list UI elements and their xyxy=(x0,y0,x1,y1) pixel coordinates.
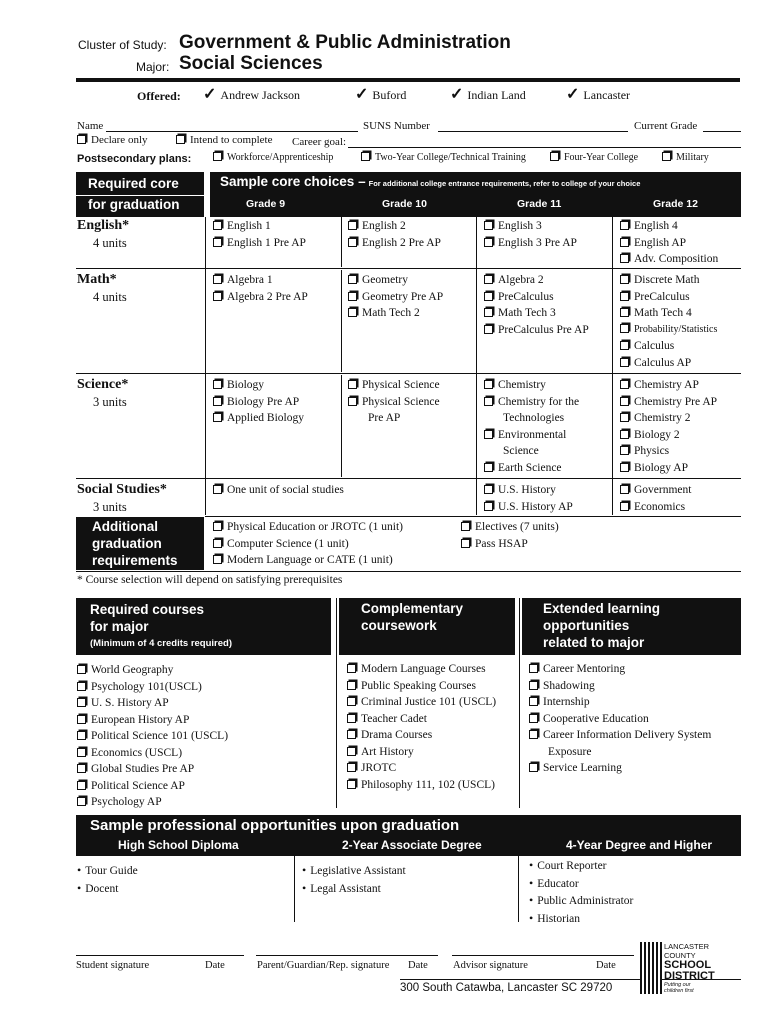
course-option[interactable]: Geometry Pre AP xyxy=(348,289,443,306)
checkbox-icon xyxy=(77,797,86,806)
checkbox-icon xyxy=(620,502,629,511)
course-option[interactable]: English 1 xyxy=(213,218,306,235)
advisor-date-label: Date xyxy=(596,960,616,971)
opportunity-option-continued: Exposure xyxy=(548,745,592,758)
course-option[interactable]: Calculus AP xyxy=(620,355,717,372)
cluster-value: Government & Public Administration xyxy=(179,32,511,53)
math-grade-12 xyxy=(620,272,717,371)
course-option[interactable]: One unit of social studies xyxy=(213,482,344,499)
subject-science: Science* xyxy=(77,377,129,392)
checkbox-icon xyxy=(347,697,356,706)
course-option[interactable]: Physical Science xyxy=(348,394,440,411)
required-core-header: Required core for graduation xyxy=(76,172,204,217)
checkbox-icon xyxy=(620,308,629,317)
professional-header xyxy=(76,815,741,856)
checkbox-icon xyxy=(77,781,86,790)
cluster-label: Cluster of Study: xyxy=(78,38,167,52)
extended-learning-list xyxy=(529,661,711,777)
footnote: * Course selection will depend on satisfying prerequisites xyxy=(77,574,343,586)
science-grade-11 xyxy=(484,377,579,476)
job-item: • Docent xyxy=(77,880,119,895)
course-option[interactable]: U.S. History AP xyxy=(484,499,573,516)
course-option[interactable]: Drama Courses xyxy=(347,727,496,744)
checkbox-icon xyxy=(461,539,470,548)
course-option[interactable]: Public Speaking Courses xyxy=(347,678,496,695)
social-studies-grade-11 xyxy=(484,482,573,515)
grade-label: Current Grade xyxy=(634,120,698,132)
course-option-continued: Pre AP xyxy=(368,412,401,424)
math-grade-9 xyxy=(213,272,308,305)
course-option[interactable]: Chemistry AP xyxy=(620,377,717,394)
required-courses-list xyxy=(77,662,228,811)
checkbox-icon xyxy=(213,292,222,301)
course-option[interactable]: Chemistry Pre AP xyxy=(620,394,717,411)
job-item: • Legal Assistant xyxy=(302,880,381,895)
header-rule xyxy=(76,78,740,82)
english-grade-10 xyxy=(348,218,441,251)
checkbox-icon xyxy=(213,397,222,406)
plan-two-year[interactable]: Two-Year College/Technical Training xyxy=(361,152,526,163)
course-option[interactable]: English AP xyxy=(620,235,718,252)
course-option[interactable]: Biology 2 xyxy=(620,427,717,444)
course-option[interactable]: Psychology AP xyxy=(77,794,228,811)
opportunity-option[interactable]: Shadowing xyxy=(529,678,711,695)
checkbox-icon xyxy=(348,308,357,317)
checkbox-icon xyxy=(529,763,538,772)
bullet-icon: • xyxy=(77,863,82,877)
checkbox-icon xyxy=(484,325,493,334)
checkbox-icon xyxy=(347,780,356,789)
course-option[interactable]: Economics (USCL) xyxy=(77,745,228,762)
checkbox-icon xyxy=(348,292,357,301)
requirement-option[interactable]: Pass HSAP xyxy=(461,536,559,553)
extended-learning-header: Extended learning opportunities related to major xyxy=(522,598,741,655)
course-option[interactable]: JROTC xyxy=(347,760,496,777)
course-option-continued: Technologies xyxy=(503,412,565,424)
checkbox-icon xyxy=(662,152,671,161)
suns-field[interactable] xyxy=(438,131,628,132)
row-divider xyxy=(205,516,741,517)
checkbox-icon xyxy=(620,463,629,472)
course-option[interactable]: Physics xyxy=(620,443,717,460)
checkbox-icon xyxy=(348,380,357,389)
plan-military[interactable]: Military xyxy=(662,152,709,163)
course-option[interactable]: Modern Language Courses xyxy=(347,661,496,678)
advisor-signature-line[interactable] xyxy=(452,955,634,956)
checkbox-icon xyxy=(484,238,493,247)
bullet-icon: • xyxy=(529,893,534,907)
grade-field[interactable] xyxy=(703,131,741,132)
checkbox-icon xyxy=(213,413,222,422)
course-option[interactable]: Calculus xyxy=(620,338,717,355)
hs-jobs-list xyxy=(77,862,138,897)
checkbox-icon xyxy=(77,715,86,724)
intend-complete-option[interactable]: Intend to complete xyxy=(176,134,272,146)
course-option[interactable]: Economics xyxy=(620,499,691,516)
course-option[interactable]: European History AP xyxy=(77,712,228,729)
row-divider xyxy=(76,268,741,269)
subject-science-units: 3 units xyxy=(93,395,127,409)
student-signature-label: Student signature xyxy=(76,960,150,971)
checkmark-icon: ✓ xyxy=(355,86,369,103)
checkbox-icon xyxy=(213,275,222,284)
subject-english: English* xyxy=(77,218,130,233)
additional-right xyxy=(461,519,559,552)
major-value: Social Sciences xyxy=(179,53,323,74)
course-option[interactable]: English 2 Pre AP xyxy=(348,235,441,252)
checkbox-icon xyxy=(620,341,629,350)
course-option-continued: Science xyxy=(503,445,539,457)
header-divider-line xyxy=(76,195,204,196)
checkbox-icon xyxy=(347,664,356,673)
checkbox-icon xyxy=(348,397,357,406)
job-item: • Historian xyxy=(529,910,581,925)
subject-math-units: 4 units xyxy=(93,290,127,304)
checkbox-icon xyxy=(620,358,629,367)
course-option[interactable]: PreCalculus Pre AP xyxy=(484,322,589,339)
checkmark-icon: ✓ xyxy=(450,86,464,103)
job-item: • Public Administrator xyxy=(529,893,634,907)
course-option[interactable]: Adv. Composition xyxy=(620,251,718,268)
checkbox-icon xyxy=(620,397,629,406)
checkbox-icon xyxy=(347,747,356,756)
column-divider xyxy=(336,598,337,808)
course-option[interactable]: Math Tech 3 xyxy=(484,305,589,322)
course-option[interactable]: Art History xyxy=(347,744,496,761)
column-divider xyxy=(205,217,206,515)
column-divider xyxy=(341,270,342,372)
social-studies-grade-9-10 xyxy=(213,482,344,499)
checkbox-icon xyxy=(620,485,629,494)
bullet-icon: • xyxy=(302,880,307,895)
checkbox-icon xyxy=(529,681,538,690)
bullet-icon: • xyxy=(529,858,534,872)
checkbox-icon xyxy=(213,221,222,230)
course-option[interactable]: Earth Science xyxy=(484,460,579,477)
checkbox-icon xyxy=(213,555,222,564)
checkbox-icon xyxy=(484,221,493,230)
checkbox-icon xyxy=(620,221,629,230)
checkbox-icon xyxy=(213,539,222,548)
checkbox-icon xyxy=(484,502,493,511)
subject-math: Math* xyxy=(77,272,117,287)
english-grade-11 xyxy=(484,218,577,251)
social-studies-grade-12 xyxy=(620,482,691,515)
requirement-option[interactable]: Computer Science (1 unit) xyxy=(213,536,403,553)
declare-only-option[interactable]: Declare only xyxy=(77,134,148,146)
student-signature-line[interactable] xyxy=(76,955,244,956)
checkbox-icon xyxy=(620,292,629,301)
complementary-list xyxy=(347,661,496,793)
checkbox-icon xyxy=(348,238,357,247)
checkbox-icon xyxy=(484,430,493,439)
associate-jobs-list xyxy=(302,862,406,897)
course-option[interactable]: U.S. History xyxy=(484,482,573,499)
parent-signature-label: Parent/Guardian/Rep. signature xyxy=(257,960,390,971)
course-option[interactable]: English 4 xyxy=(620,218,718,235)
checkbox-icon xyxy=(484,485,493,494)
course-option[interactable]: Chemistry xyxy=(484,377,579,394)
opportunity-option[interactable]: Cooperative Education xyxy=(529,711,711,728)
checkbox-icon xyxy=(77,682,86,691)
grade-11-header: Grade 11 xyxy=(517,198,562,210)
course-option[interactable]: Physical Science xyxy=(348,377,440,394)
bullet-icon: • xyxy=(529,910,534,925)
required-courses-header: Required courses for major (Minimum of 4 credits required) xyxy=(76,598,331,655)
column-divider xyxy=(518,856,519,922)
plan-workforce[interactable]: Workforce/Apprenticeship xyxy=(213,152,333,163)
science-grade-9 xyxy=(213,377,304,427)
row-divider xyxy=(76,373,741,374)
checkbox-icon xyxy=(620,275,629,284)
course-option[interactable]: Chemistry 2 xyxy=(620,410,717,427)
checkbox-icon xyxy=(347,714,356,723)
course-option[interactable]: Math Tech 4 xyxy=(620,305,717,322)
column-divider xyxy=(612,217,613,515)
postsecondary-label: Postsecondary plans: xyxy=(77,153,192,165)
four-year-jobs-list xyxy=(529,857,633,927)
name-label: Name xyxy=(77,120,104,132)
course-option[interactable]: Math Tech 2 xyxy=(348,305,443,322)
checkbox-icon xyxy=(77,135,86,144)
checkmark-icon: ✓ xyxy=(203,86,217,103)
professional-title: Sample professional opportunities upon graduation xyxy=(90,817,460,834)
footer-address: 300 South Catawba, Lancaster SC 29720 xyxy=(400,982,613,994)
math-grade-11 xyxy=(484,272,589,338)
checkbox-icon xyxy=(77,748,86,757)
checkbox-icon xyxy=(529,664,538,673)
column-divider xyxy=(294,856,295,922)
grade-9-header: Grade 9 xyxy=(246,198,286,210)
opportunity-option[interactable]: Internship xyxy=(529,694,711,711)
row-divider xyxy=(76,478,741,479)
checkbox-icon xyxy=(550,152,559,161)
course-option[interactable]: Psychology 101(USCL) xyxy=(77,679,228,696)
checkbox-icon xyxy=(484,292,493,301)
subject-social-studies-units: 3 units xyxy=(93,500,127,514)
sample-core-title: Sample core choices – xyxy=(220,174,366,189)
requirement-option[interactable]: Physical Education or JROTC (1 unit) xyxy=(213,519,403,536)
bullet-icon: • xyxy=(77,880,82,895)
checkbox-icon xyxy=(348,221,357,230)
course-option[interactable]: World Geography xyxy=(77,662,228,679)
checkbox-icon xyxy=(77,698,86,707)
course-option[interactable]: Algebra 2 xyxy=(484,272,589,289)
checkbox-icon xyxy=(484,463,493,472)
checkbox-icon xyxy=(361,152,370,161)
opportunity-option[interactable]: Career Mentoring xyxy=(529,661,711,678)
checkbox-icon xyxy=(213,238,222,247)
logo-bars xyxy=(640,942,662,994)
additional-left xyxy=(213,519,403,569)
checkbox-icon xyxy=(213,152,222,161)
checkbox-icon xyxy=(347,730,356,739)
bullet-icon: • xyxy=(529,875,534,890)
column-divider xyxy=(341,217,342,267)
checkbox-icon xyxy=(484,397,493,406)
school-district-logo: LANCASTER COUNTY SCHOOL DISTRICT Putting our children first xyxy=(640,942,728,994)
advisor-signature-label: Advisor signature xyxy=(453,960,528,971)
checkbox-icon xyxy=(213,485,222,494)
column-divider xyxy=(476,217,477,515)
course-option[interactable]: Philosophy 111, 102 (USCL) xyxy=(347,777,496,794)
checkbox-icon xyxy=(484,275,493,284)
column-divider xyxy=(519,598,520,808)
course-option[interactable]: Probability/Statistics xyxy=(620,322,717,339)
offered-school-1[interactable]: ✓ Andrew Jackson xyxy=(203,86,301,103)
checkbox-icon xyxy=(77,731,86,740)
column-divider xyxy=(341,375,342,477)
grade-10-header: Grade 10 xyxy=(382,198,427,210)
sample-core-note: For additional college entrance requirements, refer to college of your choice xyxy=(368,179,641,188)
checkbox-icon xyxy=(176,135,185,144)
checkbox-icon xyxy=(213,522,222,531)
course-option[interactable]: Chemistry for the xyxy=(484,394,579,411)
career-goal-field[interactable] xyxy=(348,147,741,148)
checkbox-icon xyxy=(484,308,493,317)
subject-social-studies: Social Studies* xyxy=(77,482,167,497)
course-option[interactable]: Government xyxy=(620,482,691,499)
bullet-icon: • xyxy=(302,863,307,877)
checkmark-icon: ✓ xyxy=(566,86,580,103)
course-option[interactable]: PreCalculus xyxy=(484,289,589,306)
offered-label: Offered: xyxy=(137,89,181,103)
english-grade-12 xyxy=(620,218,718,268)
complementary-header: Complementary coursework xyxy=(339,598,515,655)
checkbox-icon xyxy=(620,446,629,455)
checkbox-icon xyxy=(484,380,493,389)
hs-diploma-header: High School Diploma xyxy=(118,838,239,852)
checkbox-icon xyxy=(77,665,86,674)
suns-label: SUNS Number xyxy=(363,120,430,132)
science-grade-12 xyxy=(620,377,717,476)
course-option[interactable]: Algebra 2 Pre AP xyxy=(213,289,308,306)
checkbox-icon xyxy=(620,413,629,422)
checkbox-icon xyxy=(620,380,629,389)
requirement-option[interactable]: Electives (7 units) xyxy=(461,519,559,536)
name-field[interactable] xyxy=(106,131,358,132)
course-option[interactable]: PreCalculus xyxy=(620,289,717,306)
additional-requirements-header: Additional graduation requirements xyxy=(76,517,204,570)
course-option[interactable]: Criminal Justice 101 (USCL) xyxy=(347,694,496,711)
opportunity-option[interactable]: Career Information Delivery System xyxy=(529,727,711,744)
requirement-option[interactable]: Modern Language or CATE (1 unit) xyxy=(213,552,403,569)
course-option[interactable]: Biology xyxy=(213,377,304,394)
checkbox-icon xyxy=(77,764,86,773)
checkbox-icon xyxy=(348,275,357,284)
checkbox-icon xyxy=(529,697,538,706)
parent-date-label: Date xyxy=(408,960,428,971)
checkbox-icon xyxy=(461,522,470,531)
course-option[interactable]: Discrete Math xyxy=(620,272,717,289)
checkbox-icon xyxy=(213,380,222,389)
offered-school-2[interactable]: ✓ Buford xyxy=(355,86,407,103)
offered-school-3[interactable]: ✓ Indian Land xyxy=(450,86,526,103)
course-option[interactable]: U. S. History AP xyxy=(77,695,228,712)
opportunity-option[interactable]: Service Learning xyxy=(529,760,711,777)
course-option[interactable]: Applied Biology xyxy=(213,410,304,427)
english-grade-9 xyxy=(213,218,306,251)
checkbox-icon xyxy=(620,324,629,333)
job-item: • Court Reporter xyxy=(529,858,607,872)
checkbox-icon xyxy=(620,430,629,439)
grade-12-header: Grade 12 xyxy=(653,198,698,210)
checkbox-icon xyxy=(347,763,356,772)
course-option[interactable]: English 3 Pre AP xyxy=(484,235,577,252)
checkbox-icon xyxy=(529,714,538,723)
checkbox-icon xyxy=(620,238,629,247)
course-option[interactable]: Biology Pre AP xyxy=(213,394,304,411)
course-option[interactable]: Biology AP xyxy=(620,460,717,477)
associate-degree-header: 2-Year Associate Degree xyxy=(342,838,482,852)
course-option[interactable]: English 2 xyxy=(348,218,441,235)
checkbox-icon xyxy=(347,681,356,690)
course-option[interactable]: English 3 xyxy=(484,218,577,235)
subject-english-units: 4 units xyxy=(93,236,127,250)
job-item: • Tour Guide xyxy=(77,863,138,877)
offered-school-4[interactable]: ✓ Lancaster xyxy=(566,86,631,103)
course-option[interactable]: Political Science AP xyxy=(77,778,228,795)
checkbox-icon xyxy=(529,730,538,739)
job-item: • Educator xyxy=(529,875,579,890)
math-grade-10 xyxy=(348,272,443,322)
career-goal-label: Career goal: xyxy=(292,136,347,148)
additional-bottom-rule xyxy=(76,571,741,572)
checkbox-icon xyxy=(620,254,629,263)
course-option[interactable]: Global Studies Pre AP xyxy=(77,761,228,778)
plan-four-year[interactable]: Four-Year College xyxy=(550,152,638,163)
job-item: • Legislative Assistant xyxy=(302,863,406,877)
course-option[interactable]: Political Science 101 (USCL) xyxy=(77,728,228,745)
parent-signature-line[interactable] xyxy=(256,955,438,956)
student-date-label: Date xyxy=(205,960,225,971)
course-option[interactable]: Teacher Cadet xyxy=(347,711,496,728)
four-year-degree-header: 4-Year Degree and Higher xyxy=(566,838,713,852)
sample-core-header xyxy=(210,172,741,217)
course-option[interactable]: Geometry xyxy=(348,272,443,289)
course-option[interactable]: Algebra 1 xyxy=(213,272,308,289)
major-label: Major: xyxy=(136,60,170,74)
course-option[interactable]: Environmental xyxy=(484,427,579,444)
course-option[interactable]: English 1 Pre AP xyxy=(213,235,306,252)
science-grade-10 xyxy=(348,377,440,427)
